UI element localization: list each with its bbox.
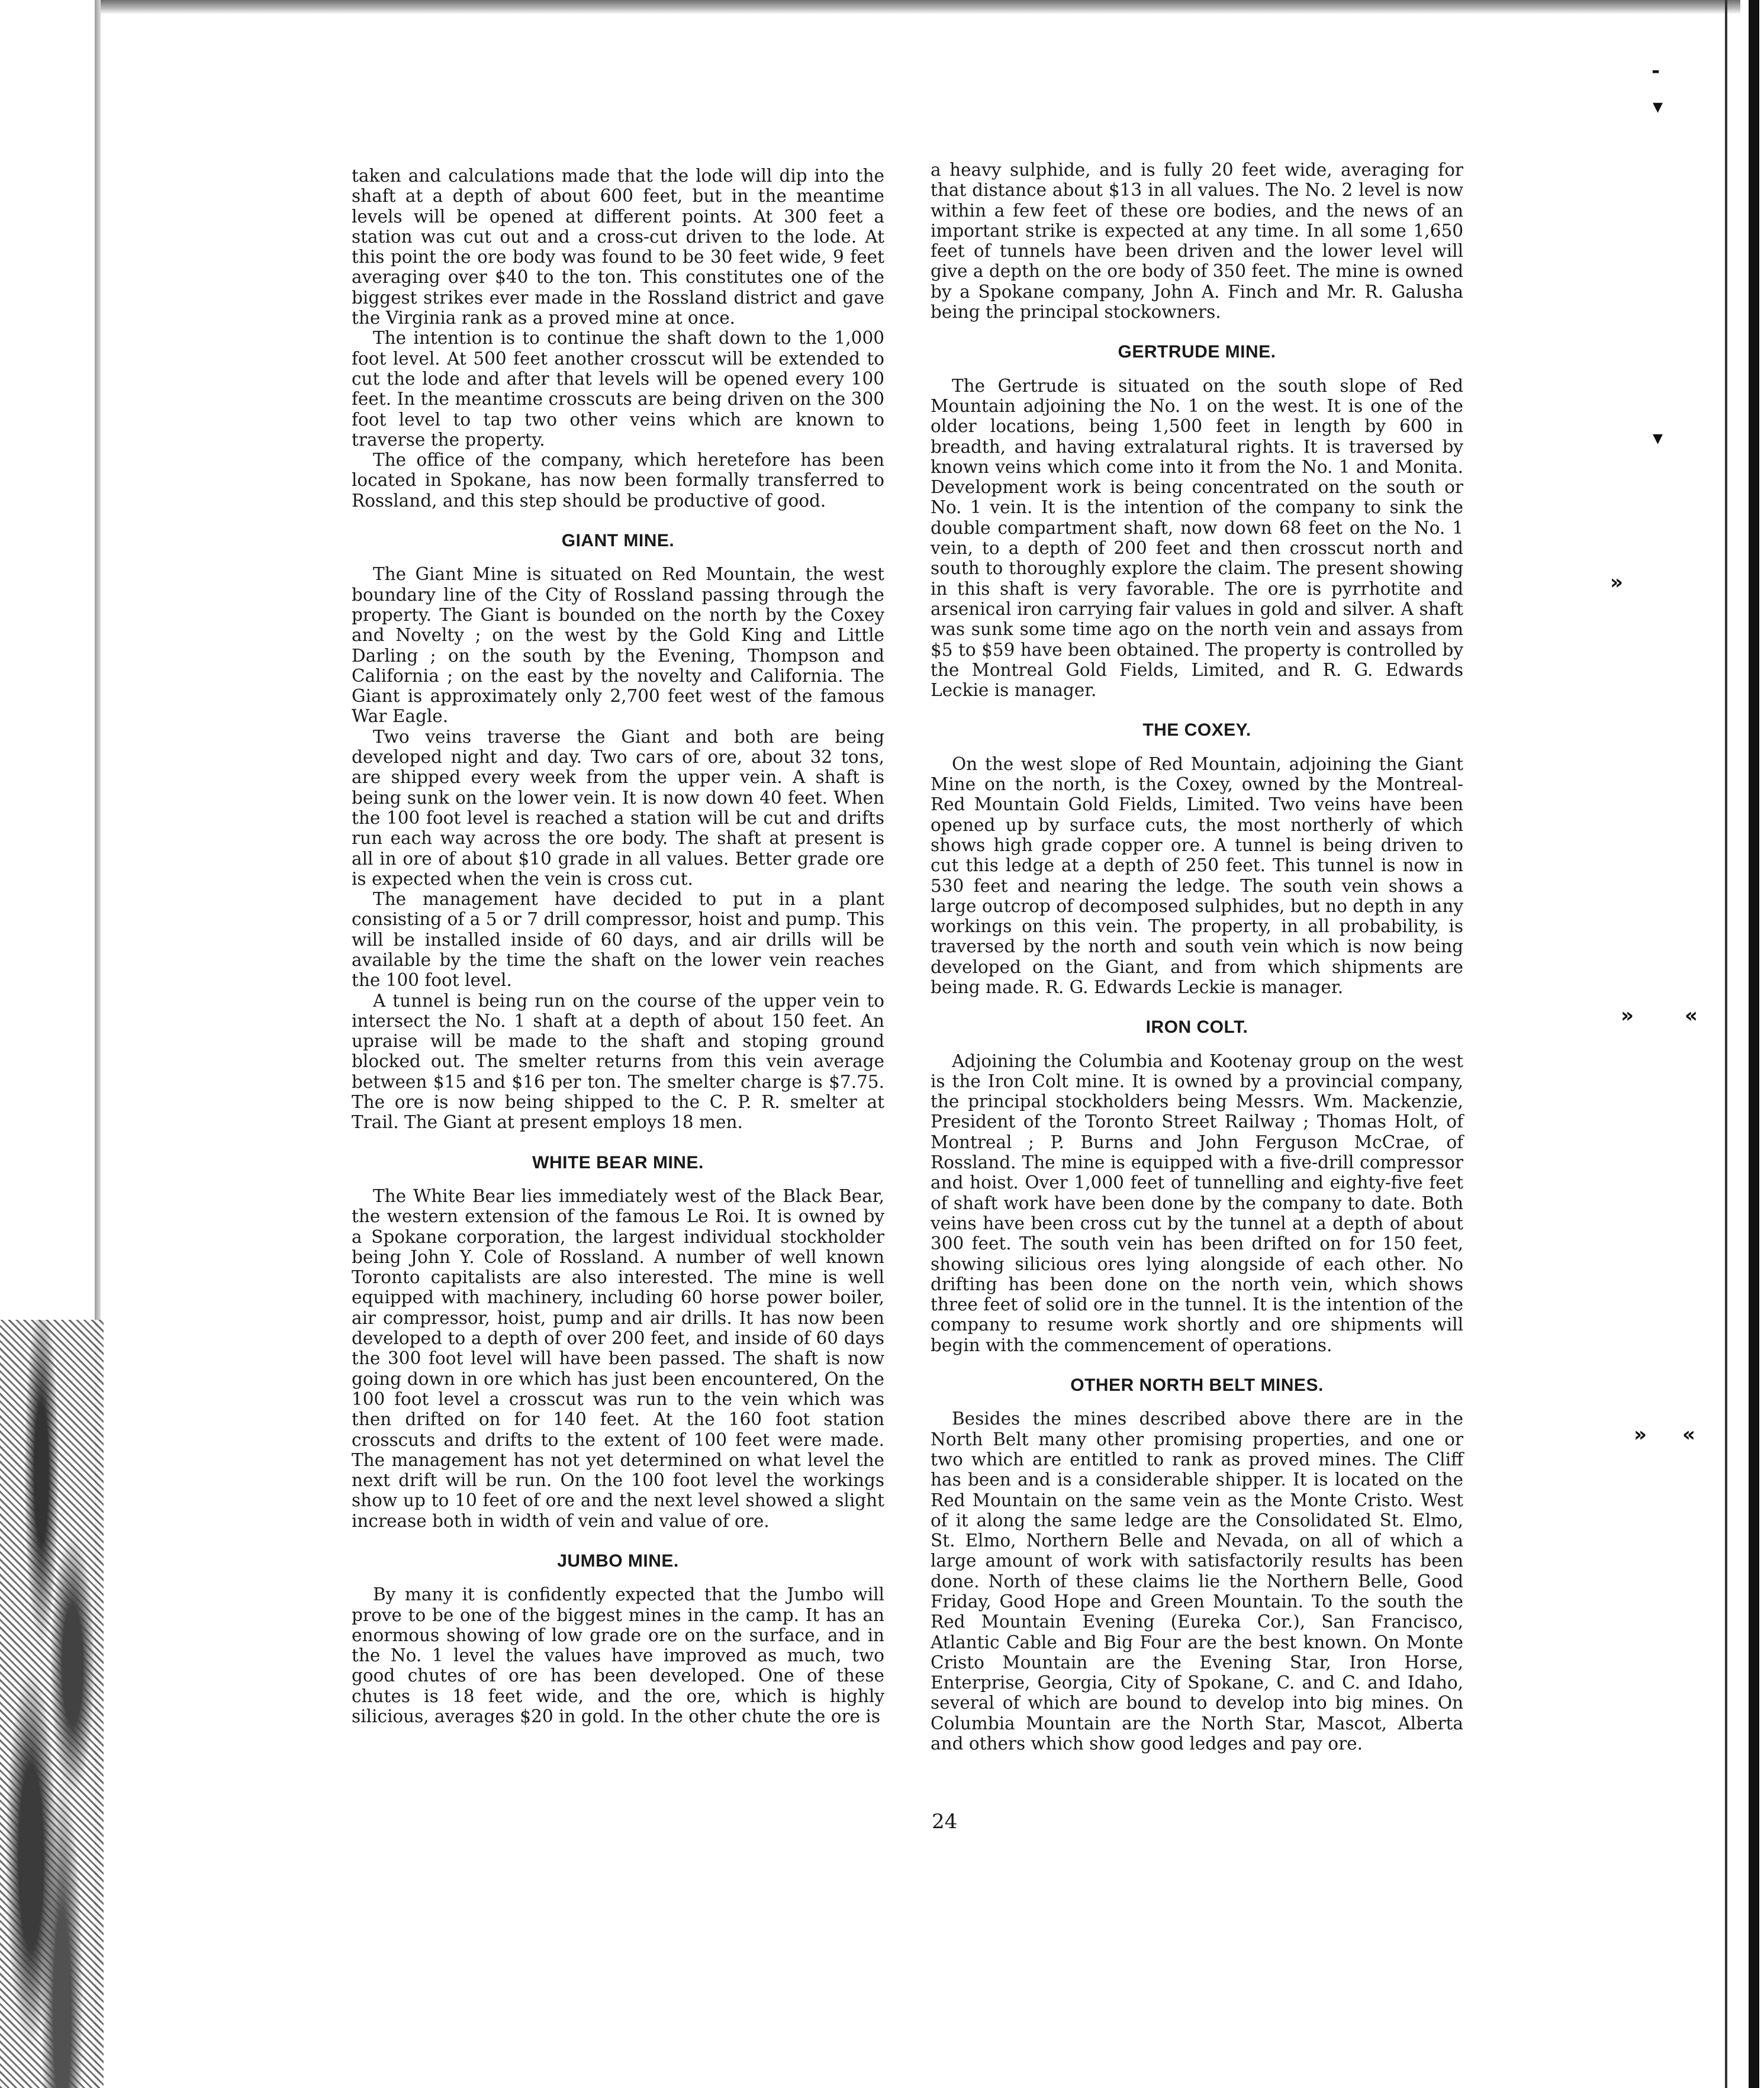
section-heading-coxey: THE COXEY. xyxy=(1142,720,1251,740)
paragraph: The White Bear lies immediately west of the Black Bear, the western extension of the famous Le Roi. It is owned by a Spokane corporation, the largest individual stockholder being John Y. Cole of Rossland. A number of well known Toronto capitalists are also interested. The mine is well equipped with machinery, including 60 horse power boiler, air compressor, hoist, pump and air drills. It has now been developed to a depth of over 200 feet, and inside of 60 days the 300 foot level will have been passed. The shaft is now going down in ore which has just been encountered, On the 100 foot level a crosscut was run to the vein which was then drifted on for 140 feet. At the 160 foot station crosscuts and drifts to the extent of 100 feet were made. The management has not yet determined on what level the next drift will be run. On the 100 foot level the workings show up to 10 feet of ore and the next level showed a slight increase both in width of vein and value of ore. xyxy=(352,1185,884,1531)
scan-top-edge xyxy=(95,0,1740,14)
paragraph: Besides the mines described above there are in the North Belt many other promising properties, and one or two which are entitled to rank as proved mines. The Cliff has been and is a considerable shipper. It is located on the Red Mountain on the same vein as the Monte Cristo. West of it along the same ledge are the Consolidated St. Elmo, St. Elmo, Northern Belle and Nevada, on all of which a large amount of work with satisfactorily results has been done. North of these claims lie the Northern Belle, Good Friday, Good Hope and Green Mountain. To the south the Red Mountain Evening (Eureka Cor.), San Francisco, Atlantic Cable and Big Four are the best known. On Monte Cristo Mountain are the Evening Star, Iron Horse, Enterprise, Georgia, City of Spokane, C. and C. and Idaho, several of which are bound to develop into big mines. On Columbia Mountain are the North Star, Mascot, Alberta and others which show good ledges and pay ore. xyxy=(931,1409,1463,1754)
section-heading-giant: GIANT MINE. xyxy=(561,531,675,551)
paragraph: A tunnel is being run on the course of the upper vein to intersect the No. 1 shaft at a depth of about 150 feet. An upraise will be made to the shaft and stoping ground blocked out. The smelter returns from this vein average between $15 and $16 per ton. The smelter charge is $7.75. The ore is now being shipped to the C. P. R. smelter at Trail. The Giant at present employs 18 men. xyxy=(352,990,884,1133)
section-heading-iron-colt: IRON COLT. xyxy=(1145,1017,1248,1037)
margin-mark: « xyxy=(1682,1423,1695,1446)
right-column xyxy=(931,160,1463,1754)
paragraph: The Giant Mine is situated on Red Mountain, the west boundary line of the City of Rossland passing through the property. The Giant is bounded on the north by the Coxey and Novelty ; on the west by the Gold King and Little Darling ; on the south by the Evening, Thompson and California ; on the east by the novelty and California. The Giant is approximately only 2,700 feet west of the famous War Eagle. xyxy=(352,564,884,727)
page-number: 24 xyxy=(932,1810,958,1834)
section-heading-north-belt: OTHER NORTH BELT MINES. xyxy=(1070,1375,1324,1396)
margin-mark: - xyxy=(1652,59,1660,83)
margin-mark: » xyxy=(1634,1423,1647,1446)
paragraph: The Gertrude is situated on the south slope of Red Mountain adjoining the No. 1 on the west. It is one of the older locations, being 1,500 feet in length by 600 in breadth, and having extralatural rights. It is traversed by known veins which come into it from the No. 1 and Monita. Development work is being concentrated on the south or No. 1 vein. It is the intention of the company to sink the double compartment shaft, now down 68 feet on the No. 1 vein, to a depth of 200 feet and then crosscut north and south to thoroughly explore the claim. The present showing in this shaft is very favorable. The ore is pyrrhotite and arsenical iron carrying fair values in gold and silver. A shaft was sunk some time ago on the north vein and assays from $5 to $59 have been obtained. The property is controlled by the Montreal Gold Fields, Limited, and R. G. Edwards Leckie is manager. xyxy=(931,375,1463,701)
margin-mark: » xyxy=(1621,1004,1634,1027)
margin-mark: » xyxy=(1610,571,1623,594)
margin-mark: ▾ xyxy=(1653,426,1663,450)
left-column xyxy=(352,166,884,1726)
paragraph: The intention is to continue the shaft down to the 1,000 foot level. At 500 feet another crosscut will be extended to cut the lode and after that levels will be opened every 100 feet. In the meantime crosscuts are being driven on the 300 foot level to tap two other veins which are known to traverse the property. xyxy=(352,328,884,450)
section-heading-jumbo: JUMBO MINE. xyxy=(557,1551,679,1571)
paragraph: a heavy sulphide, and is fully 20 feet wide, averaging for that distance about $13 in all values. The No. 2 level is now within a few feet of these ore bodies, and the news of an important strike is expected at any time. In all some 1,650 feet of tunnels have been driven and the lower level will give a depth on the ore body of 350 feet. The mine is owned by a Spokane company, John A. Finch and Mr. R. Galusha being the principal stockowners. xyxy=(931,160,1463,323)
section-heading-gertrude: GERTRUDE MINE. xyxy=(1118,342,1276,362)
paragraph: On the west slope of Red Mountain, adjoining the Giant Mine on the north, is the Coxey, owned by the Montreal-Red Mountain Gold Fields, Limited. Two veins have been opened up by surface cuts, the most northerly of which shows high grade copper ore. A tunnel is being driven to cut this ledge at a depth of 250 feet. This tunnel is now in 530 feet and nearing the ledge. The south vein shows a large outcrop of decomposed sulphides, but no depth in any workings on this vein. The property, in all probability, is traversed by the north and south vein which is now being developed on the Giant, and from which shipments are being made. R. G. Edwards Leckie is manager. xyxy=(931,753,1463,997)
paragraph: By many it is confidently expected that the Jumbo will prove to be one of the biggest mines in the camp. It has an enormous showing of low grade ore on the surface, and in the No. 1 level the values have improved as much, two good chutes of ore has been developed. One of these chutes is 18 feet wide, and the ore, which is highly silicious, averages $20 in gold. In the other chute the ore is xyxy=(352,1584,884,1727)
paragraph: taken and calculations made that the lode will dip into the shaft at a depth of about 600 feet, but in the meantime levels will be opened at different points. At 300 feet a station was cut out and a cross-cut driven to the lode. At this point the ore body was found to be 30 feet wide, 9 feet averaging over $40 to the ton. This constitutes one of the biggest strikes ever made in the Rossland district and gave the Virginia rank as a proved mine at once. xyxy=(352,166,884,328)
paragraph: Adjoining the Columbia and Kootenay group on the west is the Iron Colt mine. It is owned by a provincial company, the principal stockholders being Messrs. Wm. Mackenzie, President of the Toronto Street Railway ; Thomas Holt, of Montreal ; P. Burns and John Ferguson McCrae, of Rossland. The mine is equipped with a five-drill compressor and hoist. Over 1,000 feet of tunnelling and eighty-five feet of shaft work have been done by the company to date. Both veins have been cross cut by the tunnel at a depth of about 300 feet. The south vein has been drifted on for 150 feet, showing silicious ores lying alongside of each other. No drifting has been done on the north vein, which shows three feet of solid ore in the tunnel. It is the intention of the company to resume work shortly and ore shipments will begin with the commencement of operations. xyxy=(931,1051,1463,1355)
margin-mark: « xyxy=(1685,1004,1698,1027)
scan-smudge xyxy=(0,1320,104,2088)
paragraph: The office of the company, which heretefore has been located in Spokane, has now been formally transferred to Rossland, and this step should be productive of good. xyxy=(352,450,884,511)
paragraph: Two veins traverse the Giant and both are being developed night and day. Two cars of ore, about 32 tons, are shipped every week from the upper vein. A shaft is being sunk on the lower vein. It is now down 40 feet. When the 100 foot level is reached a station will be cut and drifts run each way across the ore body. The shaft at present is all in ore of about $10 grade in all values. Better grade ore is expected when the vein is cross cut. xyxy=(352,726,884,889)
section-heading-white-bear: WHITE BEAR MINE. xyxy=(532,1152,704,1172)
margin-mark: ▾ xyxy=(1653,95,1663,118)
scan-right-border xyxy=(1749,0,1759,2088)
paragraph: The management have decided to put in a plant consisting of a 5 or 7 drill compressor, hoist and pump. This will be installed inside of 60 days, and air drills will be available by the time the shaft on the lower vein reaches the 100 foot level. xyxy=(352,889,884,991)
scan-right-inner-line xyxy=(1725,0,1727,2088)
